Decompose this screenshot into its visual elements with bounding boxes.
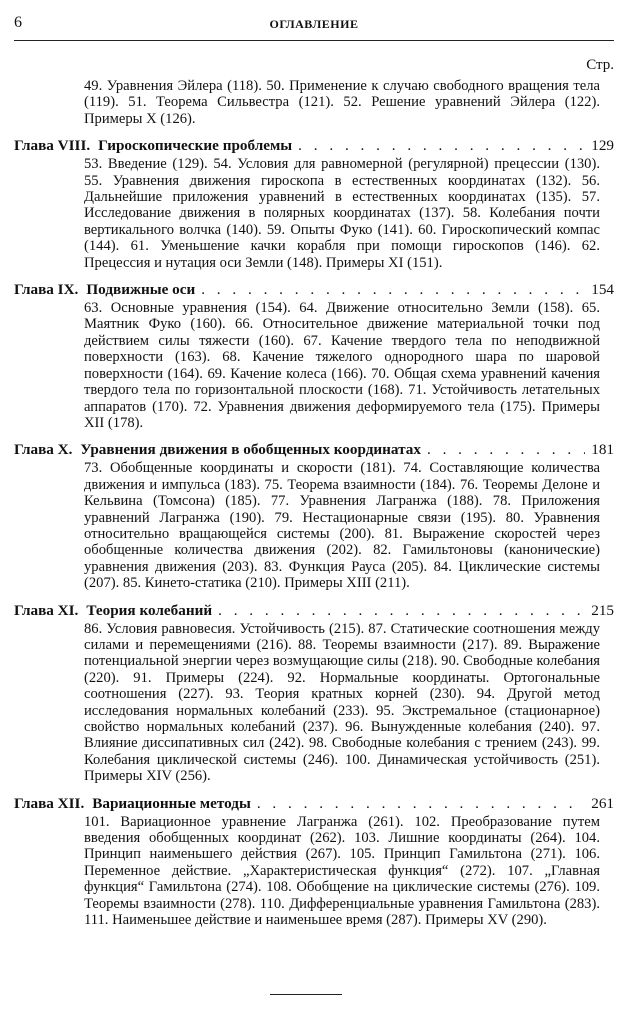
end-rule <box>270 994 342 995</box>
chapter-heading <box>14 795 614 812</box>
chapter-label: Глава XII. <box>14 794 85 812</box>
chapter-label: Глава XI. <box>14 601 79 619</box>
chapter-sections: 101. Вариационное уравнение Лагранжа (261). 102. Преобразование путем введения обобщенных координат (262). 103. Лишние координаты (264). 104. Принцип наименьшего действия (267). 105. Принцип Гамильтона (271). 106. Переменное действие. „Характеристическая функция“ (272). 107. „Главная функция“ Гамильтона (274). 108. Обобщение на циклические системы (276). 109. Теоремы взаимности (278). 110. Дифференциальные уравнения Гамильтона (283). 111. Наименьшее действие и наименьшее время (287). Примеры XV (290). <box>84 813 600 929</box>
chapter-11 <box>14 602 614 785</box>
chapter-sections: 63. Основные уравнения (154). 64. Движение относительно Земли (158). 65. Маятник Фуко (160). 66. Относительное движение материальной точки под действием силы тяжести (160). 67. Качение твердого тела по неподвижной поверхности (163). 68. Качение тяжелого однородного шара по шаровой поверхности (164). 69. Качение колеса (166). 70. Общая схема уравнений качения твердого тела по горизонтальной плоскости (168). 71. Устойчивость летательных аппаратов (170). 72. Уравнения движения деформируемого тела (175). Примеры XII (178). <box>84 300 600 431</box>
chapter-heading <box>14 441 614 458</box>
page-number: 6 <box>14 14 22 31</box>
toc-content <box>14 78 614 928</box>
chapter-10 <box>14 441 614 591</box>
dot-leader <box>218 602 585 619</box>
dot-leader <box>257 795 585 812</box>
chapter-label: Глава IX. <box>14 281 79 299</box>
chapter-heading <box>14 137 614 154</box>
chapter-title: Теория колебаний <box>86 601 213 619</box>
chapter-8 <box>14 137 614 271</box>
chapter-title: Подвижные оси <box>86 281 196 299</box>
chapter-page: 129 <box>591 137 614 155</box>
chapter-label: Глава VIII. <box>14 137 91 155</box>
chapter-page: 154 <box>591 281 614 299</box>
chapter-page: 215 <box>591 601 614 619</box>
chapter-title: Вариационные методы <box>92 794 251 812</box>
header-rule <box>14 40 614 41</box>
dot-leader <box>298 137 585 154</box>
page-column-label: Стр. <box>586 57 614 73</box>
chapter-heading <box>14 602 614 619</box>
chapter-12 <box>14 795 614 929</box>
dot-leader <box>427 441 585 458</box>
dot-leader <box>201 281 585 298</box>
chapter-9 <box>14 281 614 431</box>
chapter-sections: 53. Введение (129). 54. Условия для равномерной (регулярной) прецессии (130). 55. Уравнения движения гироскопа в естественных координатах (132). 56. Дальнейшие приложения уравнений в естественных координатах (135). 57. Исследование движения в полярных координатах (137). 58. Колебания почти вертикального волчка (140). 59. Опыты Фуко (141). 60. Гироскопический компас (144). 61. Уменьшение качки корабля при помощи гироскопов (146). 62. Прецессия и нутация оси Земли (148). Примеры XI (151). <box>84 156 600 271</box>
chapter-sections: 73. Обобщенные координаты и скорости (181). 74. Составляющие количества движения и импульса (183). 75. Теорема взаимности (184). 76. Теоремы Делоне и Кельвина (Томсона) (185). 77. Уравнения Лагранжа (188). 78. Приложения уравнений Лагранжа (190). 79. Нестационарные связи (195). 80. Уравнения относительно вращающейся системы (200). 81. Выражение скоростей через обобщенные количества движения (202). 82. Гамильтоновы (канонические) уравнения движения (203). 83. Функция Рауса (205). 84. Циклические системы (207). 85. Кинето-статика (210). Примеры XIII (211). <box>84 460 600 592</box>
intro-text: 49. Уравнения Эйлера (118). 50. Применение к случаю свободного вращения тела (119). 51. Теорема Сильвестра (121). 52. Решение уравнений Эйлера (122). Примеры X (126). <box>84 78 600 127</box>
chapter-heading <box>14 281 614 298</box>
chapter-sections: 86. Условия равновесия. Устойчивость (215). 87. Статические соотношения между силами и перемещениями (216). 88. Теоремы взаимности (217). 89. Выражение потенциальной энергии через возмущающие силы (218). 90. Свободные колебания (220). 91. Примеры (224). 92. Нормальные координаты. Ортогональные соотношения (227). 93. Теория кратных корней (230). 94. Другой метод исследования нормальных колебаний (233). 95. Экстремальное (стационарное) свойство нормальных колебаний (237). 96. Вынужденные колебания (240). 97. Влияние диссипативных сил (242). 98. Свободные колебания с трением (243). 99. Колебания циклической системы (246). 100. Динамическая устойчивость (251). Примеры XIV (256). <box>84 620 600 785</box>
chapter-page: 261 <box>591 794 614 812</box>
chapter-page: 181 <box>591 441 614 459</box>
chapter-title: Уравнения движения в обобщенных координатах <box>80 441 421 459</box>
chapter-title: Гироскопические проблемы <box>98 137 293 155</box>
running-title: ОГЛАВЛЕНИЕ <box>269 17 359 31</box>
chapter-label: Глава X. <box>14 441 73 459</box>
